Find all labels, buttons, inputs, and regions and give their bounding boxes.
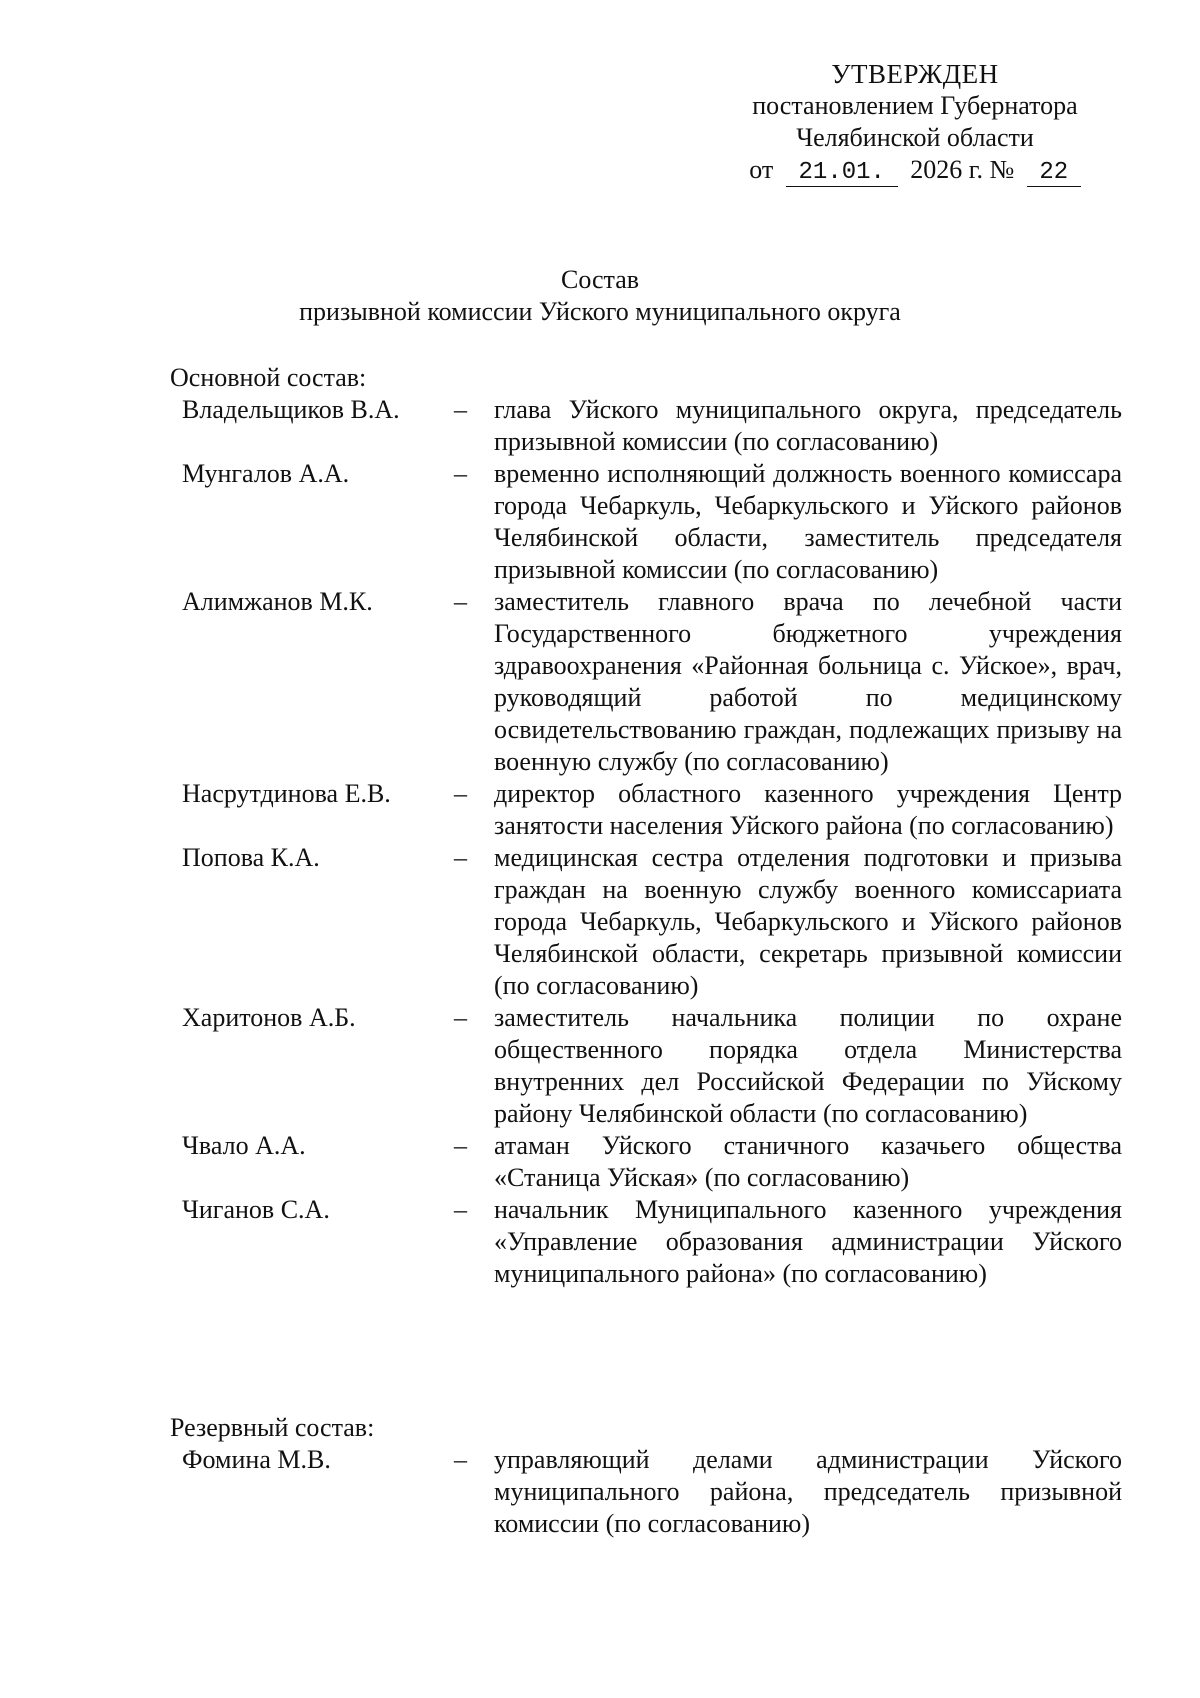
member-name: Насрутдинова Е.В.: [182, 779, 391, 808]
document-title: [0, 264, 1200, 328]
member-dash: –: [454, 459, 467, 488]
member-dash: –: [454, 779, 467, 808]
member-role: директор областного казенного учреждения Центр занятости населения Уйского района (по согласованию): [494, 779, 1122, 840]
member-name: Харитонов А.Б.: [182, 1003, 356, 1032]
reserve-members-list: [182, 1444, 1122, 1540]
member-dash: –: [454, 587, 467, 616]
member-role: управляющий делами администрации Уйского муниципального района, председатель призывной комиссии (по согласованию): [494, 1445, 1122, 1538]
member-dash: –: [454, 1445, 467, 1474]
member-role: заместитель начальника полиции по охране общественного порядка отдела Министерства внутренних дел Российской Федерации по Уйскому району Челябинской области (по согласованию): [494, 1003, 1122, 1128]
member-dash: –: [454, 1131, 467, 1160]
member-name: Попова К.А.: [182, 843, 320, 872]
member-role: начальник Муниципального казенного учреждения «Управление образования администрации Уйского муниципального района» (по согласованию): [494, 1195, 1122, 1288]
approval-line-1: постановлением Губернатора: [752, 91, 1078, 120]
date-prefix: от: [749, 155, 774, 184]
member-row: [182, 778, 1122, 842]
member-role: заместитель главного врача по лечебной части Государственного бюджетного учреждения здравоохранения «Районная больница с. Уйское», врач, руководящий работой по медицинскому освидетельствованию граждан, подлежащих призыву на военную службу (по согласованию): [494, 587, 1122, 776]
member-row: [182, 842, 1122, 1002]
title-line-2: призывной комиссии Уйского муниципального округа: [299, 297, 901, 326]
document-number-field: 22: [1027, 160, 1081, 187]
member-row: [182, 394, 1122, 458]
member-role: временно исполняющий должность военного комиссара города Чебаркуль, Чебаркульского и Уйского районов Челябинской области, заместитель председателя призывной комиссии (по согласованию): [494, 459, 1122, 584]
year-text: 2026 г. №: [910, 155, 1015, 184]
member-name: Чиганов С.А.: [182, 1195, 330, 1224]
reserve-section-label: Резервный состав:: [170, 1413, 375, 1442]
member-dash: –: [454, 1195, 467, 1224]
member-row: [182, 1444, 1122, 1540]
member-row: [182, 1194, 1122, 1290]
member-dash: –: [454, 1003, 467, 1032]
member-role: медицинская сестра отделения подготовки и призыва граждан на военную службу военного комиссариата города Чебаркуль, Чебаркульского и Уйского районов Челябинской области, секретарь призывной комиссии (по согласованию): [494, 843, 1122, 1000]
member-dash: –: [454, 843, 467, 872]
main-section-label: Основной состав:: [170, 363, 367, 392]
member-name: Мунгалов А.А.: [182, 459, 350, 488]
main-members-list: [182, 394, 1122, 1290]
member-row: [182, 586, 1122, 778]
member-name: Владельщиков В.А.: [182, 395, 400, 424]
approval-line-2: Челябинской области: [796, 123, 1034, 152]
approved-heading: УТВЕРЖДЕН: [831, 59, 999, 89]
member-row: [182, 1130, 1122, 1194]
member-role: глава Уйского муниципального округа, председатель призывной комиссии (по согласованию): [494, 395, 1122, 456]
member-name: Фомина М.В.: [182, 1445, 331, 1474]
approval-date-line: [700, 154, 1130, 187]
title-line-1: Состав: [560, 265, 640, 294]
approval-stamp-block: [700, 58, 1130, 187]
member-name: Чвало А.А.: [182, 1131, 306, 1160]
member-dash: –: [454, 395, 467, 424]
date-field: 21.01.: [786, 160, 898, 187]
member-role: атаман Уйского станичного казачьего общества «Станица Уйская» (по согласованию): [494, 1131, 1122, 1192]
member-name: Алимжанов М.К.: [182, 587, 373, 616]
member-row: [182, 1002, 1122, 1130]
member-row: [182, 458, 1122, 586]
